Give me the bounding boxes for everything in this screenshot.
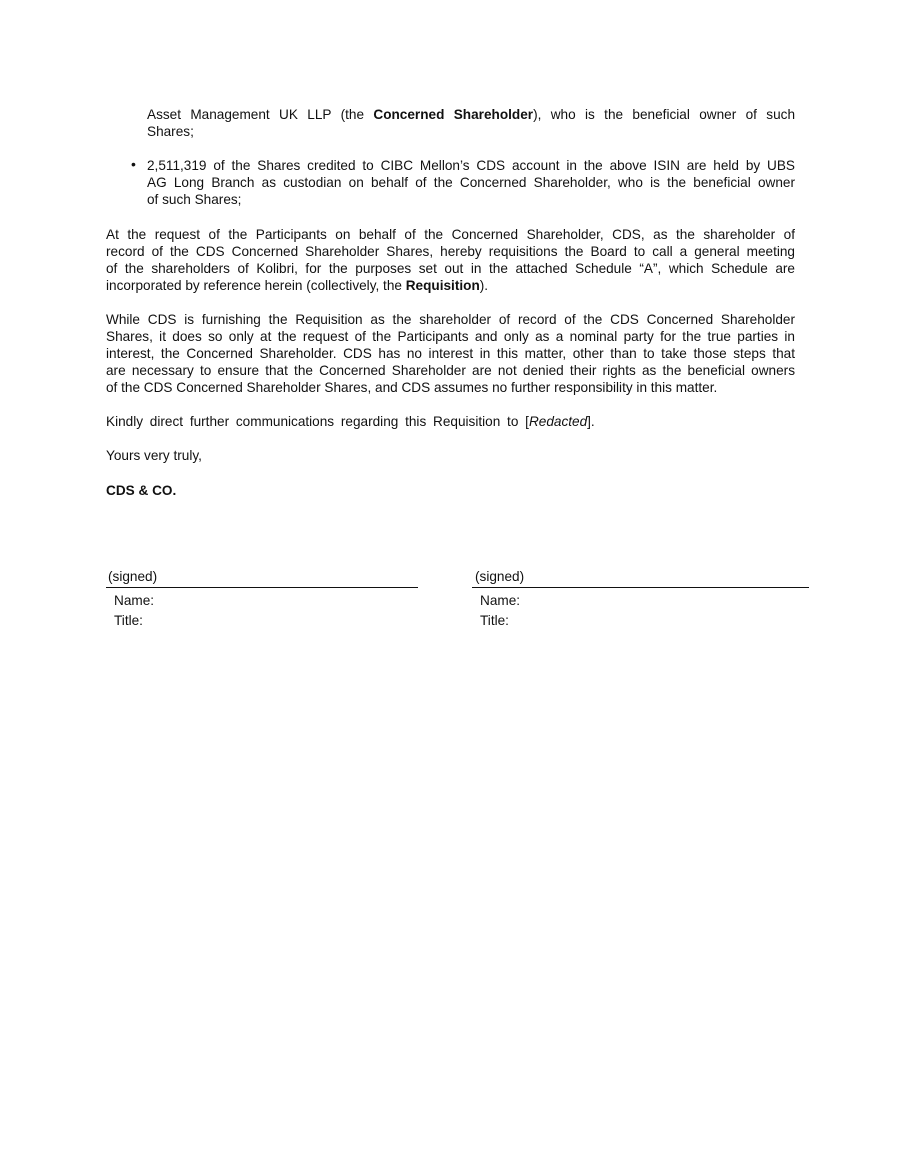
- company-name: CDS & CO.: [106, 483, 177, 498]
- item2-line: AG Long Branch as custodian on behalf of the Concerned Shareholder, who is the beneficial owner: [147, 175, 795, 190]
- text: ).: [479, 278, 489, 293]
- title-label: Title:: [480, 613, 509, 628]
- item2-line: of such Shares;: [147, 192, 242, 207]
- defined-term: Concerned Shareholder: [373, 107, 534, 122]
- request-line: of the shareholders of Kolibri, for the purposes set out in the attached Schedule “A”, which Schedule are: [106, 261, 795, 276]
- title-label: Title:: [114, 613, 143, 628]
- item1-line: [147, 106, 795, 123]
- item1-line: Shares;: [147, 124, 194, 139]
- text: Asset Management UK LLP (the: [147, 107, 374, 122]
- while-line: are necessary to ensure that the Concerned Shareholder are not denied their rights as the beneficial owners: [106, 363, 795, 378]
- signature-line: [106, 587, 418, 588]
- request-line: record of the CDS Concerned Shareholder Shares, hereby requisitions the Board to call a general meeting: [106, 244, 795, 259]
- while-line: interest, the Concerned Shareholder. CDS has no interest in this matter, other than to take those steps that: [106, 346, 795, 361]
- signed-label: (signed): [108, 569, 158, 584]
- while-line: of the CDS Concerned Shareholder Shares, and CDS assumes no further responsibility in this matter.: [106, 380, 718, 395]
- while-line: While CDS is furnishing the Requisition as the shareholder of record of the CDS Concerned Shareholder: [106, 312, 795, 327]
- text: Kindly direct further communications regarding this Requisition to [: [106, 414, 529, 429]
- redacted: Redacted: [528, 414, 588, 429]
- kindly-line: [106, 413, 795, 430]
- text: ].: [587, 414, 595, 429]
- text: incorporated by reference herein (collectively, the: [106, 278, 406, 293]
- defined-term: Requisition: [405, 278, 480, 293]
- request-line: At the request of the Participants on behalf of the Concerned Shareholder, CDS, as the shareholder of: [106, 227, 795, 242]
- request-line: [106, 277, 795, 294]
- closing: Yours very truly,: [106, 448, 202, 463]
- text: ), who is the beneficial owner of such: [533, 107, 795, 122]
- signed-label: (signed): [475, 569, 525, 584]
- bullet-icon: •: [131, 156, 136, 172]
- while-line: Shares, it does so only at the request of the Participants and only as a nominal party for the true parties in: [106, 329, 795, 344]
- item2-line: 2,511,319 of the Shares credited to CIBC Mellon’s CDS account in the above ISIN are held by UBS: [147, 158, 795, 173]
- name-label: Name:: [480, 593, 521, 608]
- name-label: Name:: [114, 593, 155, 608]
- signature-line: [472, 587, 809, 588]
